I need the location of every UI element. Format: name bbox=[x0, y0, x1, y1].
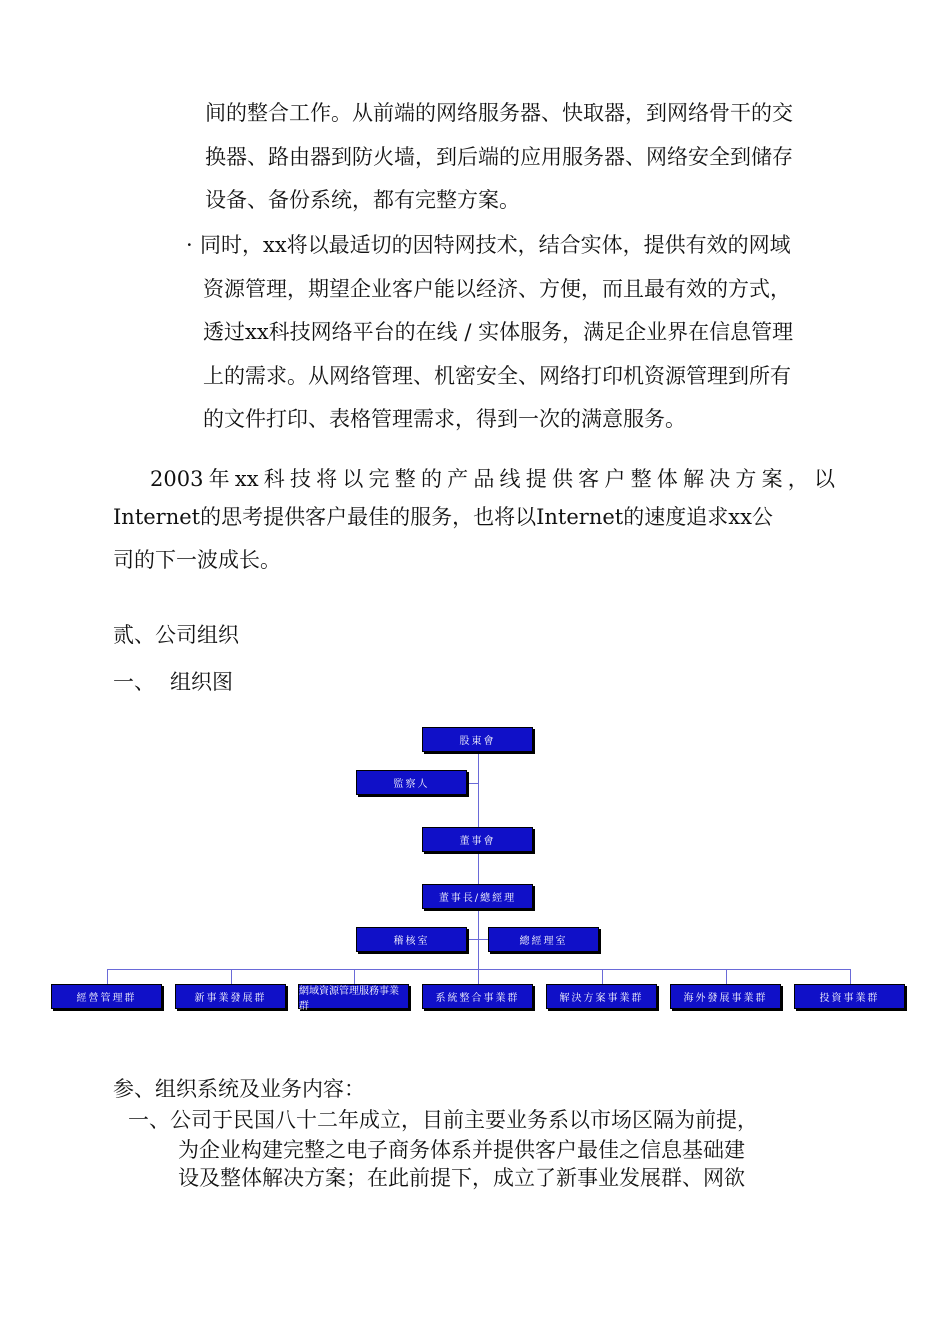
para3-line-2: Internet的思考提供客户最佳的服务，也将以Internet的速度追求xx公 bbox=[113, 505, 773, 529]
connector-supervisor bbox=[468, 783, 478, 784]
para3-line-1: 2003年xx科技将以完整的产品线提供客户整体解决方案，以 bbox=[150, 467, 835, 491]
org-box-unit-4: 系統整合事業群 bbox=[422, 984, 533, 1009]
connector-staff-horizontal bbox=[466, 939, 490, 940]
para4-line-2: 为企业构建完整之电子商务体系并提供客户最佳之信息基础建 bbox=[178, 1138, 745, 1162]
para3-line-3: 司的下一波成长。 bbox=[113, 548, 281, 572]
connector-unit-7 bbox=[850, 969, 851, 984]
connector-unit-4 bbox=[478, 969, 479, 984]
para2-line-2: 资源管理，期望企业客户能以经济、方便，而且最有效的方式， bbox=[203, 277, 791, 301]
section-2-1-title: 组织图 bbox=[170, 670, 233, 694]
org-box-unit-7: 投資事業群 bbox=[794, 984, 905, 1009]
para2-line-3: 透过xx科技网络平台的在线 / 实体服务，满足企业界在信息管理 bbox=[203, 320, 794, 344]
org-box-unit-6: 海外發展事業群 bbox=[670, 984, 781, 1009]
section-3-title: 参、组织系统及业务内容： bbox=[113, 1077, 365, 1101]
connector-main-vertical bbox=[478, 752, 479, 970]
para1-line-2: 换器、路由器到防火墙，到后端的应用服务器、网络安全到储存 bbox=[205, 145, 793, 169]
org-box-audit: 稽核室 bbox=[356, 927, 467, 952]
para1-line-1: 间的整合工作。从前端的网络服务器、快取器，到网络骨干的交 bbox=[205, 101, 793, 125]
connector-unit-1 bbox=[107, 969, 108, 984]
org-box-gm-office: 總經理室 bbox=[488, 927, 599, 952]
org-box-chairman: 董事長/總經理 bbox=[422, 884, 533, 909]
org-box-board: 董事會 bbox=[422, 827, 533, 852]
org-box-supervisor: 監察人 bbox=[356, 770, 467, 795]
para4-line-1: 一、公司于民国八十二年成立，目前主要业务系以市场区隔为前提， bbox=[128, 1108, 758, 1132]
connector-unit-6 bbox=[726, 969, 727, 984]
para2-line-1: 同时，xx将以最适切的因特网技术，结合实体，提供有效的网域 bbox=[200, 233, 791, 257]
section-2-1-number: 一、 bbox=[113, 670, 155, 694]
connector-unit-5 bbox=[602, 969, 603, 984]
bullet-mark: · bbox=[186, 233, 193, 257]
org-box-unit-1: 經營管理群 bbox=[51, 984, 162, 1009]
org-box-unit-3: 網域資源管理服務事業群 bbox=[298, 984, 409, 1009]
connector-unit-2 bbox=[231, 969, 232, 984]
org-box-unit-5: 解決方案事業群 bbox=[546, 984, 657, 1009]
para2-line-4: 上的需求。从网络管理、机密安全、网络打印机资源管理到所有 bbox=[203, 364, 791, 388]
para4-line-3: 设及整体解决方案；在此前提下，成立了新事业发展群、网欲 bbox=[178, 1166, 745, 1190]
org-box-shareholders: 股東會 bbox=[422, 727, 533, 752]
para2-line-5: 的文件打印、表格管理需求，得到一次的满意服务。 bbox=[203, 407, 686, 431]
section-2-title: 贰、公司组织 bbox=[113, 623, 239, 647]
para1-line-3: 设备、备份系统，都有完整方案。 bbox=[205, 188, 520, 212]
org-box-unit-2: 新事業發展群 bbox=[175, 984, 286, 1009]
